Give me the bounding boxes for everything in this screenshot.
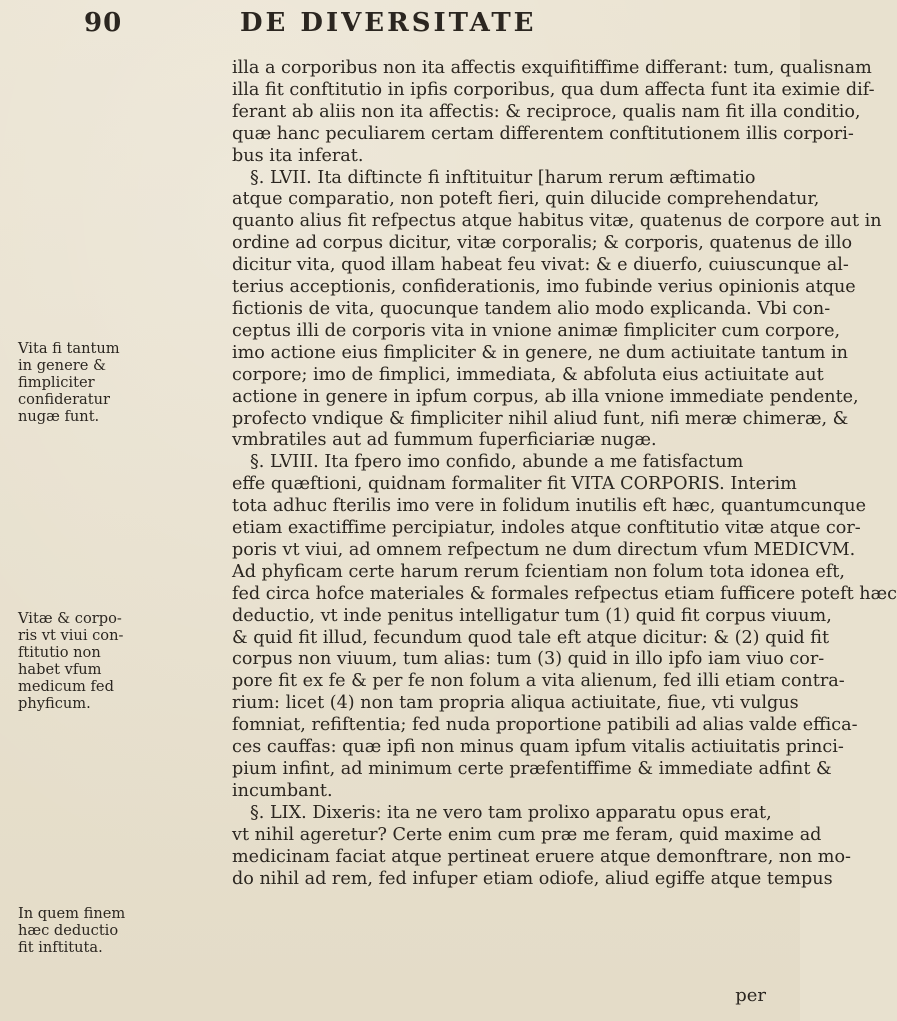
margin-note-line: medicum fed (18, 678, 114, 695)
page-header (0, 4, 800, 44)
text-line: deductio, vt inde penitus intelligatur tum (1) quid fit corpus viuum, (232, 605, 832, 626)
text-line: ordine ad corpus dicitur, vitæ corporalis; & corporis, quatenus de illo (232, 233, 853, 254)
text-line: & quid fit illud, fecundum quod tale eft atque dicitur: & (2) quid fit (232, 627, 830, 648)
text-line: pore fit ex fe & per fe non folum a vita alienum, fed illi etiam contra- (232, 671, 845, 692)
section-heading-line: §. LVIII. Ita fpero imo confido, abunde a me fatisfactum (250, 452, 744, 473)
text-line: ces cauffas: quæ ipfi non minus quam ipfum vitalis actiuitatis princi- (232, 737, 844, 758)
text-line: do nihil ad rem, fed infuper etiam odiofe, aliud egiffe atque tempus (232, 868, 833, 889)
text-line: fomniat, refiftentia; fed nuda proportione patibili ad alias valde efficа- (232, 715, 858, 736)
margin-note-2 (18, 610, 130, 712)
margin-note-line: Vitæ & corpo- (18, 610, 122, 627)
text-line: corpus non viuum, tum alias: tum (3) quid in illo ipfo iam viuo cor- (232, 649, 825, 670)
text-line: Ad phyficam certe harum rerum fcientiam non folum tota idonea eft, (232, 561, 845, 582)
main-text (232, 58, 897, 890)
margin-note-line: hæc deductio (18, 922, 119, 939)
margin-note-line: fimpliciter (18, 374, 95, 391)
margin-note-line: ris vt viui con- (18, 627, 124, 644)
text-line: medicinam faciat atque pertineat eruere atque demonftrare, non mo- (232, 846, 852, 867)
margin-note-line: fit inftituta. (18, 939, 103, 956)
margin-note-line: nugæ funt. (18, 408, 100, 425)
text-line: illa a corporibus non ita affectis exquifitiffime differant: tum, qualisnam (232, 58, 872, 78)
text-line: terius acceptionis, confiderationis, imo fubinde verius opinionis atque (232, 277, 856, 298)
text-line: etiam exactiffime percipiatur, indoles atque conftitutio vitæ atque cor- (232, 518, 861, 539)
margin-note-line: habet vfum (18, 661, 102, 678)
text-line: pium infint, ad minimum certe præfentiffime & immediate adfint & (232, 759, 832, 779)
margin-note-3 (18, 905, 130, 956)
text-line: effe quæftioni, quidnam formaliter fit VITA CORPORIS. Interim (232, 474, 797, 495)
section-heading-line: §. LIX. Dixeris: ita ne vero tam prolixo apparatu opus erat, (250, 802, 772, 823)
page-number: 90 (84, 8, 123, 38)
margin-note-line: ftitutio non (18, 644, 101, 661)
margin-note-1 (18, 340, 130, 425)
section-heading-line: §. LVII. Ita diftincte fi inftituitur [harum rerum æftimatio (250, 167, 756, 188)
margin-note-line: confideratur (18, 391, 110, 408)
margin-note-line: phyficum. (18, 695, 91, 712)
margin-note-line: Vita fi tantum (18, 340, 120, 357)
text-line: ceptus illi de corporis vita in vnione animæ fimpliciter cum corpore, (232, 320, 841, 341)
text-line: quæ hanc peculiarem certam differentem conftitutionem illis corpori- (232, 123, 854, 144)
paragraph-intro (232, 58, 875, 168)
text-line: quanto alius fit refpectus atque habitus vitæ, quatenus de corpore aut in (232, 211, 882, 232)
text-line: tota adhuc fterilis imo vere in folidum inutilis eft hæc, quantumcunque (232, 496, 866, 517)
text-line: vmbratiles aut ad fummum fuperficiariæ nugæ. (232, 430, 657, 451)
text-line: imo actione eius fimpliciter & in genere, ne dum actiuitate tantum in (232, 342, 848, 363)
running-head: DE DIVERSITATE (240, 8, 537, 38)
margin-note-line: In quem finem (18, 905, 126, 922)
text-line: illa fit conftitutio in ipfis corporibus, qua dum affecta funt ita eximie dif- (232, 79, 875, 100)
paragraph-section-58 (232, 452, 897, 803)
text-line: profecto vndique & fimpliciter nihil aliud funt, nifi meræ chimeræ, & (232, 408, 849, 429)
text-line: actione in genere in ipfum corpus, ab illa vnione immediate pendente, (232, 386, 859, 407)
text-line: rium: licet (4) non tam propria aliqua actiuitate, fiue, vti vulgus (232, 693, 799, 714)
catchword: per (735, 985, 766, 1006)
paragraph-section-57 (232, 167, 882, 453)
text-line: ferant ab aliis non ita affectis: & reciproce, qualis nam fit illa conditio, (232, 101, 861, 122)
text-line: fed circa hofce materiales & formales refpectus etiam fufficere poteft hæc (232, 583, 897, 604)
text-line: incumbant. (232, 780, 333, 801)
text-line: atque comparatio, non poteft fieri, quin dilucide comprehendatur, (232, 189, 820, 210)
text-line: fictionis de vita, quocunque tandem alio modo explicanda. Vbi con- (232, 298, 831, 319)
text-line: vt nihil ageretur? Certe enim cum præ me feram, quid maxime ad (232, 824, 822, 845)
text-line: dicitur vita, quod illam habeat feu vivat: & e diuerfo, cuiuscunque al- (232, 255, 849, 276)
text-line: corpore; imo de fimplici, immediata, & abfoluta eius actiuitate aut (232, 364, 824, 385)
text-line: bus ita inferat. (232, 145, 364, 166)
text-line: poris vt viui, ad omnem refpectum ne dum directum vfum MEDICVM. (232, 539, 856, 560)
margin-note-line: in genere & (18, 357, 106, 374)
paragraph-section-59 (232, 802, 852, 891)
